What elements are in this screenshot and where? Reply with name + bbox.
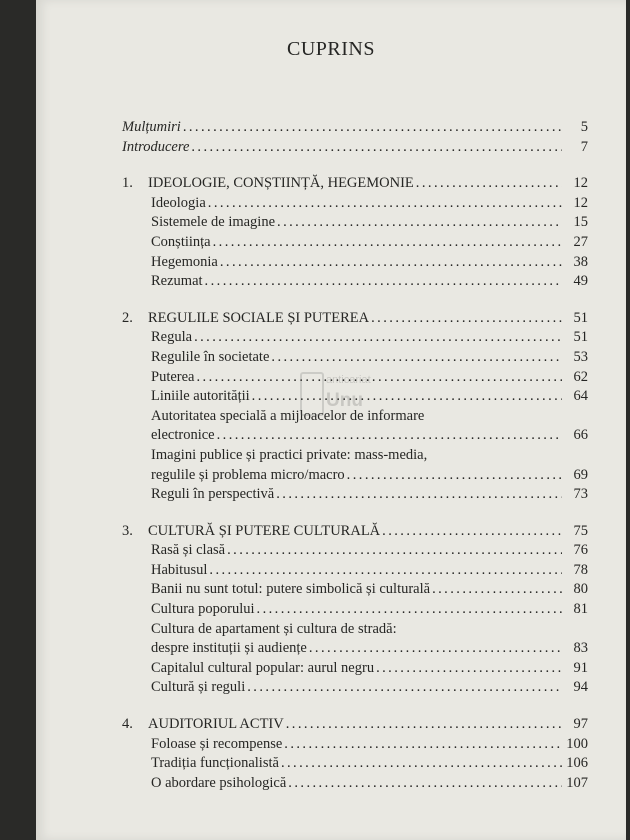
toc-leader-dots: [286, 715, 562, 735]
toc-leader-dots: [288, 774, 562, 794]
toc-entry-page: 80: [573, 581, 588, 598]
page-title: CUPRINS: [287, 38, 375, 60]
toc-entry-page: 107: [566, 774, 588, 791]
toc-entry-label: electronice: [151, 427, 215, 444]
toc-entry-label: Ideologia: [151, 194, 206, 211]
toc-entry-page: 76: [573, 542, 588, 559]
toc-section-first-line: Cultura de apartament și cultura de stradă:: [151, 620, 397, 637]
toc-entry-page: 12: [573, 194, 588, 211]
toc-entry-label: Capitalul cultural popular: aurul negru: [151, 659, 375, 676]
toc-section: [122, 678, 588, 698]
toc-leader-dots: [271, 348, 562, 368]
toc-entry-label: Regulile în societate: [151, 348, 270, 365]
chapter-title: REGULILE SOCIALE ȘI PUTEREA: [148, 309, 370, 326]
toc-entry-label: Conștiința: [151, 233, 211, 250]
toc-leader-dots: [277, 213, 562, 233]
toc-entry-page: 27: [573, 233, 588, 250]
toc-entry-page: 15: [573, 214, 588, 231]
toc-section: [122, 774, 588, 794]
toc-section: [122, 213, 588, 233]
toc-section: [122, 272, 588, 292]
toc-section: [122, 580, 588, 600]
toc-leader-dots: [247, 678, 562, 698]
toc-leader-dots: [205, 272, 562, 292]
toc-entry-front: [122, 118, 588, 138]
watermark-text: Unu: [326, 390, 363, 411]
toc-section: [122, 561, 588, 581]
toc-entry-page: 53: [573, 348, 588, 365]
book-page: [36, 0, 626, 840]
chapter-number: 2.: [122, 309, 133, 326]
toc-entry-label: Regula: [151, 329, 193, 346]
toc-entry-page: 38: [573, 253, 588, 270]
toc-entry-page: 64: [573, 388, 588, 405]
toc-leader-dots: [382, 522, 562, 542]
toc-section: [122, 659, 588, 679]
toc-entry-page: 78: [573, 561, 588, 578]
toc-section: [122, 348, 588, 368]
toc-entry-page: 51: [573, 309, 588, 326]
toc-entry-label: Liniile autorității: [151, 388, 250, 405]
toc-leader-dots: [376, 659, 562, 679]
chapter-title: CULTURĂ ȘI PUTERE CULTURALĂ: [148, 522, 381, 539]
toc-leader-dots: [227, 541, 562, 561]
toc-section: [122, 639, 588, 659]
toc-section: [122, 754, 588, 774]
toc-leader-dots: [309, 639, 562, 659]
toc-section: [122, 328, 588, 348]
toc-chapter-heading: [122, 174, 588, 194]
toc-leader-dots: [217, 426, 562, 446]
toc-entry-page: 73: [573, 486, 588, 503]
watermark-icon: [300, 372, 324, 416]
toc-leader-dots: [432, 580, 562, 600]
toc-section: [122, 600, 588, 620]
toc-entry-page: 91: [573, 659, 588, 676]
toc-leader-dots: [416, 174, 562, 194]
chapter-number: 1.: [122, 175, 133, 192]
toc-leader-dots: [281, 754, 562, 774]
toc-entry-label: Banii nu sunt totul: putere simbolică și culturală: [151, 581, 431, 598]
toc-leader-dots: [371, 309, 562, 329]
toc-leader-dots: [208, 194, 562, 214]
toc-entry-page: 75: [573, 522, 588, 539]
toc-entry-label: Cultură și reguli: [151, 679, 246, 696]
toc-entry-label: Rasă și clasă: [151, 542, 226, 559]
toc-leader-dots: [284, 735, 562, 755]
watermark-logo: [300, 372, 430, 428]
toc-entry-label: Hegemonia: [151, 253, 218, 270]
toc-section-first-line: Imagini publice și practici private: mass-media,: [151, 446, 428, 463]
watermark-text: anticariat: [326, 374, 371, 386]
toc-entry-label: Rezumat: [151, 273, 203, 290]
toc-section: [122, 253, 588, 273]
toc-entry-page: 106: [566, 755, 588, 772]
toc-entry-label: Reguli în perspectivă: [151, 486, 275, 503]
toc-leader-dots: [191, 138, 562, 158]
toc-entry-page: 62: [573, 368, 588, 385]
toc-chapter-heading: [122, 309, 588, 329]
chapter-number: 4.: [122, 716, 133, 733]
toc-entry-page: 94: [573, 679, 588, 696]
toc-entry-page: 83: [573, 640, 588, 657]
toc-entry-label: despre instituții și audiențe: [151, 640, 307, 657]
toc-entry-label: Tradiția funcționalistă: [151, 755, 279, 772]
toc-entry-label: Cultura poporului: [151, 601, 255, 618]
toc-entry-page: 81: [573, 601, 588, 618]
toc-leader-dots: [194, 328, 562, 348]
toc-chapter-heading: [122, 715, 588, 735]
toc-leader-dots: [209, 561, 562, 581]
toc-entry-label: Habitusul: [151, 561, 208, 578]
toc-leader-dots: [183, 118, 562, 138]
toc-section: [122, 466, 588, 486]
toc-entry-page: 49: [573, 273, 588, 290]
toc-section: [122, 194, 588, 214]
toc-entry-page: 69: [573, 466, 588, 483]
toc-entry-front: [122, 138, 588, 158]
toc-leader-dots: [213, 233, 562, 253]
chapter-title: IDEOLOGIE, CONȘTIINȚĂ, HEGEMONIE: [148, 175, 414, 192]
toc-section: [122, 233, 588, 253]
toc-entry-page: 97: [573, 716, 588, 733]
toc-entry-label: Sistemele de imagine: [151, 214, 276, 231]
toc-entry-page: 100: [566, 735, 588, 752]
toc-entry-label: O abordare psihologică: [151, 774, 287, 791]
toc-entry-page: 51: [573, 329, 588, 346]
toc-entry-label: Introducere: [122, 138, 190, 155]
toc-leader-dots: [347, 466, 562, 486]
toc-entry-label: Foloase și recompense: [151, 735, 283, 752]
toc-leader-dots: [276, 485, 562, 505]
toc-entry-label: Puterea: [151, 368, 195, 385]
toc-section: [122, 735, 588, 755]
chapter-number: 3.: [122, 522, 133, 539]
toc-leader-dots: [257, 600, 562, 620]
toc-chapter-heading: [122, 522, 588, 542]
toc-entry-page: 5: [580, 119, 588, 135]
toc-section: [122, 426, 588, 446]
table-of-contents: [122, 118, 588, 793]
chapter-title: AUDITORIUL ACTIV: [148, 716, 284, 733]
toc-entry-label: Mulțumiri: [122, 119, 181, 135]
toc-entry-page: 66: [573, 427, 588, 444]
toc-section-first-line: Autoritatea specială a mijloacelor de informare: [151, 407, 425, 424]
toc-section: [122, 485, 588, 505]
toc-entry-page: 7: [580, 138, 588, 155]
toc-entry-label: regulile și problema micro/macro: [151, 466, 345, 483]
toc-section: [122, 541, 588, 561]
toc-leader-dots: [220, 253, 562, 273]
toc-entry-page: 12: [573, 175, 588, 192]
